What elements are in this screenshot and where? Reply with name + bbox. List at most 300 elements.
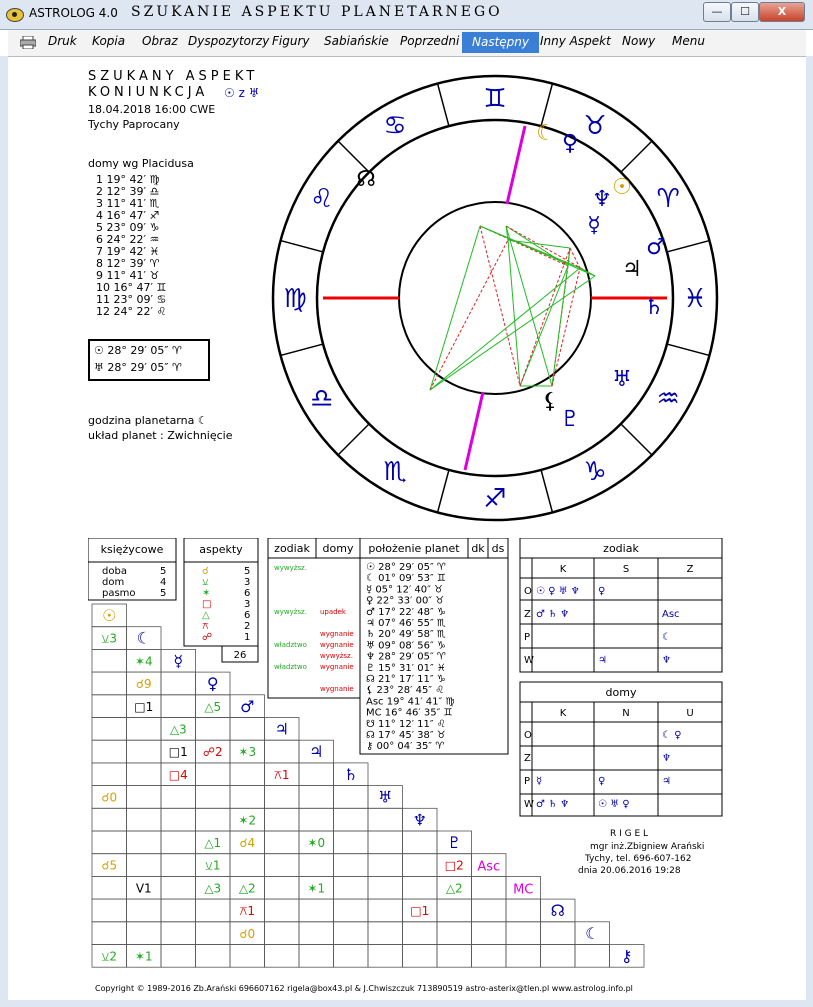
houses-right-cell: ♂ ♄ ♆ bbox=[536, 799, 570, 810]
aspect-mark: △2 bbox=[238, 881, 256, 896]
menu-nastepny[interactable]: Następny bbox=[462, 32, 539, 53]
zodiac-sign-glyph: ♈ bbox=[656, 184, 680, 214]
matrix-cell bbox=[299, 854, 334, 877]
aspect-symbol: ⚻ bbox=[202, 621, 209, 632]
matrix-cell bbox=[230, 786, 265, 809]
aspect-mark: ✶2 bbox=[238, 813, 257, 828]
ic-line bbox=[465, 392, 483, 470]
matrix-cell bbox=[161, 945, 196, 968]
menu-poprzedni[interactable]: Poprzedni bbox=[400, 34, 460, 48]
planet-glyph: ♇ bbox=[560, 407, 580, 432]
zodiac-right-cell: ☉ ♀ ♅ ♆ bbox=[536, 586, 580, 597]
matrix-cell bbox=[437, 899, 472, 922]
matrix-cell bbox=[334, 854, 369, 877]
planetary-hour: godzina planetarna ☾ bbox=[88, 414, 208, 427]
matrix-cell bbox=[265, 808, 300, 831]
matrix-cell bbox=[299, 945, 334, 968]
matrix-cell bbox=[161, 672, 196, 695]
matrix-cell bbox=[196, 786, 231, 809]
matrix-cell bbox=[161, 786, 196, 809]
matrix-cell bbox=[161, 899, 196, 922]
aspect-count: 3 bbox=[244, 577, 251, 588]
matrix-cell bbox=[127, 740, 162, 763]
matrix-cell bbox=[368, 854, 403, 877]
maximize-button[interactable]: ☐ bbox=[731, 2, 759, 22]
window-frame-bottom bbox=[0, 1000, 813, 1007]
menu-dyspozytorzy[interactable]: Dyspozytorzy bbox=[188, 34, 270, 48]
zodiac-right-cell: ♆ bbox=[662, 655, 671, 666]
aspect-mark: ⚺3 bbox=[101, 631, 118, 646]
planet-position: MC 16° 46′ 35″ ♊ bbox=[366, 707, 453, 719]
planet-position: ☾ 01° 09′ 53″ ♊ bbox=[366, 573, 446, 585]
rigel-contact: Tychy, tel. 696-607-162 bbox=[585, 854, 692, 864]
matrix-cell bbox=[92, 695, 127, 718]
house-dignity: upadek bbox=[320, 608, 346, 616]
aspect-mark: □2 bbox=[444, 858, 464, 873]
matrix-planet-label: ♃ bbox=[309, 742, 324, 762]
zodiac-sign-glyph: ♎ bbox=[310, 384, 334, 414]
mc-line bbox=[507, 126, 525, 204]
matrix-planet-label: ☾ bbox=[585, 923, 600, 943]
aspect-line-trine bbox=[552, 248, 570, 386]
zodiac-right-cell: W bbox=[524, 655, 534, 666]
aspect-count: 3 bbox=[244, 599, 251, 610]
planet-glyph: ☊ bbox=[356, 167, 376, 192]
zodiac-sign-glyph: ♍ bbox=[283, 284, 307, 314]
matrix-cell bbox=[265, 831, 300, 854]
aspect-tables bbox=[88, 538, 728, 986]
menu-inny-aspekt[interactable]: Inny Aspekt bbox=[540, 34, 611, 48]
aspect-mark: ✶4 bbox=[134, 654, 153, 669]
matrix-cell bbox=[265, 876, 300, 899]
planet-position: ♇ 15° 31′ 01″ ♓ bbox=[366, 662, 446, 674]
matrix-cell bbox=[403, 854, 438, 877]
sign-divider bbox=[621, 424, 652, 455]
matrix-cell bbox=[368, 922, 403, 945]
aspect-count: 6 bbox=[244, 610, 251, 621]
planet-glyph: ♀ bbox=[561, 131, 579, 156]
matrix-cell bbox=[368, 876, 403, 899]
aspect-symbol: □ bbox=[202, 599, 212, 610]
horoscope-wheel bbox=[270, 68, 720, 528]
matrix-cell bbox=[472, 899, 507, 922]
houses-right-col: N bbox=[622, 708, 630, 719]
zodiac-right-col: Z bbox=[686, 564, 694, 575]
matrix-cell bbox=[92, 922, 127, 945]
lunar-value: 5 bbox=[160, 566, 167, 577]
minimize-button[interactable]: — bbox=[703, 2, 731, 22]
matrix-cell bbox=[196, 763, 231, 786]
matrix-cell bbox=[299, 786, 334, 809]
aspect-line-trine bbox=[508, 240, 520, 386]
matrix-cell bbox=[368, 899, 403, 922]
matrix-cell bbox=[196, 922, 231, 945]
title-bar bbox=[0, 0, 813, 30]
zodiac-right-cell: O bbox=[524, 586, 532, 597]
aspect-name: KONIUNKCJA bbox=[88, 85, 209, 100]
matrix-planet-label: ♂ bbox=[240, 696, 255, 716]
matrix-cell bbox=[334, 831, 369, 854]
planet-position: ⚷ 00° 04′ 35″ ♈ bbox=[366, 741, 445, 753]
matrix-cell bbox=[437, 945, 472, 968]
planet-position: ♃ 07° 46′ 55″ ♏ bbox=[366, 618, 446, 629]
matrix-cell bbox=[299, 899, 334, 922]
aspect-mark: ⚻1 bbox=[239, 904, 256, 919]
matrix-cell bbox=[161, 831, 196, 854]
planet-glyph: ⚸ bbox=[541, 389, 559, 414]
houses-header: domy bbox=[322, 542, 354, 555]
house-dignity: wygnanie bbox=[320, 641, 354, 649]
planet-position: ♀ 22° 33′ 00″ ♉ bbox=[366, 595, 445, 607]
zodiac-right-cell: ♂ ♄ ♆ bbox=[536, 609, 570, 620]
matrix-cell bbox=[92, 808, 127, 831]
matrix-cell bbox=[403, 876, 438, 899]
planet-position: ⚸ 23° 28′ 45″ ♌ bbox=[366, 685, 445, 697]
copyright-text: Copyright © 1989-2016 Zb.Arański 696607162 rigela@box43.pl & J.Chwiszczuk 713890519 astro-asterix@tlen.pl www.astrolog.info.pl bbox=[95, 984, 633, 993]
zodiac-right-cell: ☾ bbox=[662, 632, 671, 643]
houses-right-col: U bbox=[686, 708, 694, 719]
houses-right-cell: ♀ bbox=[598, 776, 606, 787]
aspect-mark: ⚺1 bbox=[204, 858, 221, 873]
houses-right-cell: ☾ ♀ bbox=[662, 730, 682, 741]
matrix-cell bbox=[334, 945, 369, 968]
ds-header: ds bbox=[491, 542, 505, 555]
matrix-cell bbox=[230, 945, 265, 968]
dignity-body bbox=[268, 558, 360, 698]
lunar-label: doba bbox=[102, 566, 127, 577]
matrix-cell bbox=[127, 831, 162, 854]
planet-glyph: ♂ bbox=[646, 235, 666, 260]
aspect-mark: ☌4 bbox=[239, 836, 256, 850]
zodiac-sign-glyph: ♒ bbox=[656, 384, 680, 414]
matrix-planet-label: ♄ bbox=[343, 764, 358, 784]
planet-position: Asc 19° 41′ 41″ ♍ bbox=[366, 696, 455, 708]
matrix-cell bbox=[127, 718, 162, 741]
aspect-mark: □1 bbox=[168, 745, 188, 760]
matrix-cell bbox=[368, 831, 403, 854]
matrix-cell bbox=[92, 899, 127, 922]
window-frame-left bbox=[0, 56, 8, 1007]
planet-position: ♄ 20° 49′ 58″ ♏ bbox=[366, 629, 446, 641]
matrix-cell bbox=[334, 922, 369, 945]
matrix-cell bbox=[230, 854, 265, 877]
aspect-mark: △2 bbox=[445, 881, 463, 896]
aspect-heading: SZUKANY ASPEKT bbox=[88, 69, 259, 84]
aspect-mark: ✶3 bbox=[238, 745, 257, 760]
matrix-cell bbox=[265, 945, 300, 968]
zodiac-sign-glyph: ♏ bbox=[383, 457, 407, 488]
printer-icon[interactable] bbox=[20, 36, 36, 49]
matrix-cell bbox=[541, 945, 576, 968]
zodiac-sign-glyph: ♐ bbox=[483, 484, 507, 514]
houses-right-cell: ♃ bbox=[662, 776, 671, 787]
matrix-cell bbox=[506, 945, 541, 968]
menu-obraz[interactable]: Obraz bbox=[142, 34, 178, 48]
aspect-mark: ☌9 bbox=[135, 677, 152, 692]
planet-glyph: ♃ bbox=[622, 257, 642, 282]
houses-right-cell: ☿ bbox=[536, 776, 543, 787]
aspect-symbol: ☌ bbox=[202, 566, 209, 577]
matrix-cell bbox=[265, 786, 300, 809]
matrix-cell bbox=[265, 899, 300, 922]
houses-right-cell: W bbox=[524, 799, 534, 810]
chart-place: Tychy Paprocany bbox=[88, 118, 180, 131]
aspect-symbol: △ bbox=[202, 610, 210, 621]
aspect-mark: ⚺2 bbox=[101, 949, 118, 964]
houses-right-cell: P bbox=[524, 776, 531, 787]
planet-glyph: ☿ bbox=[587, 213, 601, 238]
house-dignity: wygnanie bbox=[320, 630, 354, 638]
aspect-mark: △5 bbox=[204, 699, 222, 714]
zodiac-right-header: zodiak bbox=[603, 542, 639, 555]
matrix-cell bbox=[334, 876, 369, 899]
aspect-planets: ☉ z ♅ bbox=[224, 86, 260, 100]
sign-divider bbox=[667, 241, 710, 252]
matrix-planet-label: ♆ bbox=[412, 810, 427, 830]
menu-figury[interactable]: Figury bbox=[272, 34, 310, 48]
matrix-cell bbox=[403, 945, 438, 968]
aspects-total: 26 bbox=[233, 650, 247, 661]
window-frame-right bbox=[806, 56, 813, 1007]
aspect-symbol: ⚺ bbox=[202, 577, 209, 588]
houses-right-cell: ☉ ♅ ♀ bbox=[598, 799, 630, 810]
aspect-line-square bbox=[480, 226, 520, 386]
houses-right-cell: ♆ bbox=[662, 753, 671, 764]
house-cusp-4: 4 16° 47′ ♐ bbox=[96, 209, 160, 222]
positions-header: położenie planet bbox=[368, 542, 460, 555]
matrix-cell bbox=[161, 876, 196, 899]
house-cusp-6: 6 24° 22′ ♒ bbox=[96, 233, 160, 246]
matrix-cell bbox=[403, 831, 438, 854]
planet-glyph: ♅ bbox=[612, 367, 632, 392]
matrix-cell bbox=[127, 899, 162, 922]
matrix-cell bbox=[299, 763, 334, 786]
aspect-mark: ✶0 bbox=[307, 836, 326, 850]
aspect-count: 6 bbox=[244, 588, 251, 599]
matrix-cell bbox=[161, 854, 196, 877]
sign-divider bbox=[281, 241, 324, 252]
sign-divider bbox=[438, 84, 449, 127]
matrix-cell bbox=[575, 945, 610, 968]
matrix-cell bbox=[472, 876, 507, 899]
matrix-cell bbox=[161, 808, 196, 831]
zodiac-sign-glyph: ♊ bbox=[483, 84, 507, 114]
aspect-count: 5 bbox=[244, 566, 251, 577]
matrix-cell bbox=[472, 945, 507, 968]
lunar-label: dom bbox=[102, 577, 125, 588]
matrix-cell bbox=[334, 808, 369, 831]
aspect-mark: V1 bbox=[135, 881, 152, 896]
aspect-mark: ☌0 bbox=[101, 790, 118, 805]
menu-menu[interactable]: Menu bbox=[672, 34, 705, 48]
aspect-mark: ⚻1 bbox=[273, 767, 290, 782]
house-cusp-11: 11 23° 09′ ♋ bbox=[96, 293, 167, 306]
lunar-header: księżycowe bbox=[100, 543, 164, 556]
aspect-mark: ☌0 bbox=[239, 926, 256, 941]
zodiac-header: zodiak bbox=[274, 542, 310, 555]
aspect-mark: ✶1 bbox=[307, 881, 326, 896]
house-dignity: wygnanie bbox=[320, 663, 354, 671]
zodiac-sign-glyph: ♉ bbox=[583, 110, 607, 141]
menu-kopia[interactable]: Kopia bbox=[92, 34, 126, 48]
planet-position: ♂ 17° 22′ 48″ ♑ bbox=[366, 606, 446, 618]
matrix-planet-label: Asc bbox=[477, 859, 501, 875]
matrix-cell bbox=[265, 922, 300, 945]
planet-glyph: ☾ bbox=[536, 121, 556, 146]
aspect-mark: ☌5 bbox=[101, 858, 118, 873]
matrix-cell bbox=[92, 831, 127, 854]
matrix-cell bbox=[265, 854, 300, 877]
zodiac-dignity: władztwo bbox=[274, 663, 307, 671]
matrix-cell bbox=[196, 808, 231, 831]
sign-divider bbox=[438, 470, 449, 513]
matrix-cell bbox=[92, 718, 127, 741]
matrix-cell bbox=[403, 922, 438, 945]
aspect-mark: △1 bbox=[204, 836, 222, 850]
matrix-cell bbox=[506, 922, 541, 945]
aspect-symbol: ✶ bbox=[202, 588, 211, 599]
chart-date: 18.04.2018 16:00 CWE bbox=[88, 103, 216, 116]
matrix-cell bbox=[230, 763, 265, 786]
houses-right-col: K bbox=[559, 708, 567, 719]
planet-glyph: ♆ bbox=[592, 187, 612, 212]
matrix-cell bbox=[127, 763, 162, 786]
matrix-cell bbox=[161, 695, 196, 718]
matrix-cell bbox=[196, 899, 231, 922]
zodiac-right-cell: P bbox=[524, 632, 531, 643]
matrix-cell bbox=[127, 808, 162, 831]
matrix-cell bbox=[472, 922, 507, 945]
close-button[interactable]: X bbox=[759, 2, 805, 22]
planet-position: ♅ 09° 08′ 56″ ♑ bbox=[366, 640, 446, 652]
planet-layout: układ planet : Zwichnięcie bbox=[88, 429, 233, 442]
sun-position: ☉ 28° 29′ 05″ ♈ bbox=[94, 344, 182, 357]
house-cusp-3: 3 11° 41′ ♏ bbox=[96, 197, 160, 210]
matrix-planet-label: MC bbox=[513, 882, 534, 898]
zodiac-sign-glyph: ♓ bbox=[683, 284, 707, 314]
house-cusp-1: 1 19° 42′ ♍ bbox=[96, 173, 160, 186]
aspects-header: aspekty bbox=[199, 543, 243, 556]
matrix-cell bbox=[541, 922, 576, 945]
aspect-mark: ☍2 bbox=[202, 745, 223, 760]
houses-title: domy wg Placidusa bbox=[88, 157, 194, 170]
sign-divider bbox=[541, 84, 552, 127]
matrix-cell bbox=[92, 672, 127, 695]
matrix-cell bbox=[92, 649, 127, 672]
matrix-cell bbox=[506, 899, 541, 922]
matrix-cell bbox=[161, 922, 196, 945]
menu-druk[interactable]: Druk bbox=[48, 34, 77, 48]
sign-divider bbox=[281, 344, 324, 355]
zodiac-sign-glyph: ♌ bbox=[310, 184, 334, 214]
zodiac-right-cell: ♀ bbox=[598, 586, 606, 597]
sign-divider bbox=[667, 344, 710, 355]
zodiac-right-cell: ♃ bbox=[598, 655, 607, 666]
matrix-planet-label: ♅ bbox=[378, 787, 393, 807]
rigel-date: dnia 20.06.2016 19:28 bbox=[578, 866, 681, 876]
aspect-mark: □4 bbox=[168, 767, 188, 782]
matrix-planet-label: ♇ bbox=[447, 833, 462, 852]
uranus-position: ♅ 28° 29′ 05″ ♈ bbox=[94, 361, 182, 374]
matrix-cell bbox=[437, 922, 472, 945]
planet-position: ☊ 21° 17′ 11″ ♑ bbox=[366, 674, 446, 685]
houses-right-header: domy bbox=[605, 686, 637, 699]
zodiac-right-cell: Asc bbox=[662, 609, 680, 620]
aspect-mark: □1 bbox=[410, 904, 430, 919]
lunar-value: 4 bbox=[160, 577, 167, 588]
sign-divider bbox=[541, 470, 552, 513]
zodiac-dignity: wywyższ. bbox=[274, 564, 307, 572]
zodiac-right-col: K bbox=[559, 564, 567, 575]
matrix-cell bbox=[127, 854, 162, 877]
matrix-planet-label: ♃ bbox=[274, 719, 289, 739]
zodiac-sign-glyph: ♑ bbox=[583, 457, 607, 488]
matrix-cell bbox=[299, 808, 334, 831]
matrix-cell bbox=[92, 740, 127, 763]
aspect-count: 1 bbox=[244, 632, 251, 643]
matrix-planet-label: ☿ bbox=[173, 651, 184, 671]
zodiac-sign-glyph: ♋ bbox=[383, 110, 407, 141]
matrix-cell bbox=[196, 945, 231, 968]
planet-position: ☿ 05° 12′ 40″ ♉ bbox=[366, 584, 443, 596]
planet-position: ♆ 28° 29′ 05″ ♈ bbox=[366, 651, 446, 663]
aspect-mark: ✶1 bbox=[134, 949, 153, 964]
houses-right-cell: O bbox=[524, 730, 532, 741]
sign-divider bbox=[621, 141, 652, 172]
aspect-mark: △3 bbox=[169, 722, 187, 737]
aspect-mark: □1 bbox=[134, 699, 154, 714]
lunar-value: 5 bbox=[160, 588, 167, 599]
matrix-planet-label: ☉ bbox=[102, 606, 117, 625]
matrix-planet-label: ⚷ bbox=[620, 946, 633, 966]
conjunction-positions-box bbox=[88, 339, 210, 381]
planet-position: ☉ 28° 29′ 05″ ♈ bbox=[366, 562, 446, 573]
house-dignity: wygnanie bbox=[320, 685, 354, 693]
matrix-cell bbox=[368, 945, 403, 968]
house-cusp-8: 8 12° 39′ ♈ bbox=[96, 257, 160, 270]
matrix-cell bbox=[299, 922, 334, 945]
planet-glyph: ♄ bbox=[644, 295, 664, 320]
matrix-cell bbox=[334, 786, 369, 809]
aspect-mark: △3 bbox=[204, 881, 222, 896]
matrix-cell bbox=[127, 786, 162, 809]
zodiac-right-col: S bbox=[622, 564, 630, 575]
planet-glyph: ☉ bbox=[612, 175, 632, 200]
houses-right-cell: Z bbox=[524, 753, 531, 764]
zodiac-dignity: władztwo bbox=[274, 641, 307, 649]
matrix-cell bbox=[265, 740, 300, 763]
matrix-planet-label: ♀ bbox=[206, 674, 219, 694]
matrix-cell bbox=[334, 899, 369, 922]
house-cusp-2: 2 12° 39′ ♎ bbox=[96, 185, 160, 198]
menu-bar bbox=[8, 30, 806, 57]
house-cusp-12: 12 24° 22′ ♌ bbox=[96, 305, 167, 318]
zodiac-dignity: wywyższ. bbox=[274, 608, 307, 616]
dk-header: dk bbox=[471, 542, 485, 555]
rigel-author: mgr inż.Zbigniew Arański bbox=[590, 842, 705, 852]
window-title: SZUKANIE ASPEKTU PLANETARNEGO bbox=[131, 4, 503, 20]
matrix-planet-label: ☊ bbox=[550, 901, 565, 921]
menu-sabianskie[interactable]: Sabiańskie bbox=[324, 34, 389, 48]
house-cusp-10: 10 16° 47′ ♊ bbox=[96, 281, 167, 294]
house-dignity: wywyższ. bbox=[320, 652, 353, 660]
house-cusp-9: 9 11° 41′ ♉ bbox=[96, 269, 160, 282]
lunar-label: pasmo bbox=[102, 588, 136, 599]
matrix-planet-label: ☾ bbox=[136, 628, 151, 648]
aspect-count: 2 bbox=[244, 621, 251, 632]
matrix-cell bbox=[368, 808, 403, 831]
menu-nowy[interactable]: Nowy bbox=[622, 34, 656, 48]
